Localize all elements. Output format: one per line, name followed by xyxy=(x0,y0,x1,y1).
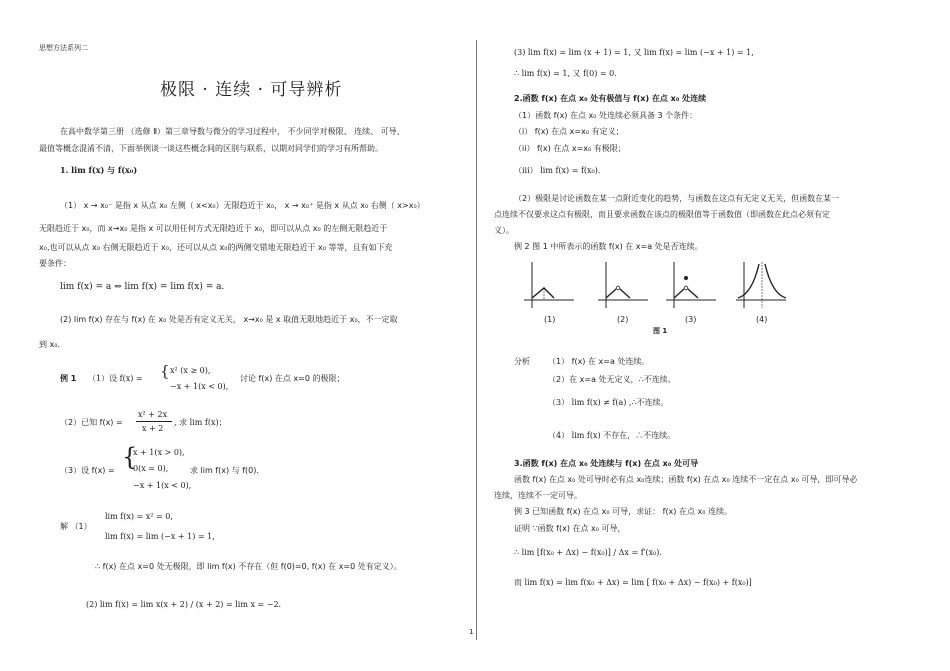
section-3-para-b: 连续，连续不一定可导。 xyxy=(494,491,582,500)
intro-line-2: 最值等概念混淆不清，下面举例谈一谈这些概念间的区别与联系，以期对同学们的学习有所帮助。 xyxy=(39,144,383,153)
para-1-line-c: x₀,也可以从点 x₀ 右侧无限趋近于 x₀，还可以从点 x₀的两侧交错地无限趋近于 x₀ 等等，且有如下充 xyxy=(39,243,393,252)
proof-line-2: ∴ lim [f(x₀ + Δx) − f(x₀)] / Δx = f′(x₀). xyxy=(514,548,662,557)
graph-3 xyxy=(660,258,720,314)
graph-2-label: (2) xyxy=(617,315,629,324)
condition-i: （i） f(x) 在点 x=x₀ 有定义； xyxy=(514,127,624,136)
graph-3-label: (3) xyxy=(685,315,697,324)
solution-label: 解 （1） xyxy=(60,522,92,531)
example-3: 例 3 已知函数 f(x) 在点 x₀ 可导，求证： f(x) 在点 x₀ 连续。 xyxy=(514,507,732,516)
analysis-label: 分析 xyxy=(514,357,530,366)
example-1-case-3a: x + 1(x > 0), xyxy=(133,448,185,457)
solution-2: (2) lim f(x) = lim x(x + 2) / (x + 2) = lim x = −2. xyxy=(86,600,282,609)
intro-line-1: 在高中数学第三册 （选修 Ⅱ）第三章导数与微分的学习过程中， 不少同学对极限、 连续、 可导、 xyxy=(60,127,405,136)
section-2-para-2-b: 点连续不仅要求这点有极限，而且要求函数在该点的极限值等于函数值（即函数在此点必须有定 xyxy=(494,210,830,219)
example-1-label: 例 1 xyxy=(60,374,77,383)
solution-1-line-a: lim f(x) = x² = 0, xyxy=(105,512,173,521)
example-1-part-1: （1）设 f(x) = xyxy=(88,374,143,383)
solution-1-line-c: ∴ f(x) 在点 x=0 处无极限，即 lim f(x) 不存在（但 f(0)=0, f(x) 在 x=0 处有定义）。 xyxy=(95,562,402,571)
solution-3-line-a: (3) lim f(x) = lim (x + 1) = 1, 又 lim f(x) = lim (−x + 1) = 1, xyxy=(514,48,754,57)
analysis-3: （3） lim f(x) ≠ f(a) ,∴不连续。 xyxy=(548,398,669,407)
para-2-line-a: (2) lim f(x) 存在与 f(x) 在 x₀ 处是否有定义无关， x→x₀ 是 x 取值无限地趋近于 x₀，不一定取 xyxy=(60,315,398,324)
para-1-line-b: 无限趋近于 x₀，而 x→x₀ 是指 x 可以用任何方式无限趋近于 x₀，即可以从点 x₀ 的左侧无限趋近于 xyxy=(39,224,388,233)
condition-iii: （iii） lim f(x) = f(x₀). xyxy=(514,166,601,175)
solution-1-line-b: lim f(x) = lim (−x + 1) = 1, xyxy=(105,532,215,541)
example-1-case-3b: 0(x = 0), xyxy=(133,464,169,473)
brace-1: { xyxy=(160,362,170,380)
example-1-case-2: −x + 1(x < 0), xyxy=(170,382,229,391)
page-number: 1 xyxy=(469,628,474,636)
fraction-bar xyxy=(136,421,172,422)
para-1-line-d: 要条件： xyxy=(39,259,71,268)
condition-ii: （ii） f(x) 在点 x=x₀ 有极限； xyxy=(514,144,626,153)
solution-3-line-b: ∴ lim f(x) = 1, 又 f(0) = 0. xyxy=(514,69,617,78)
graph-4 xyxy=(730,258,790,314)
series-header: 思想方法系列二 xyxy=(39,44,88,52)
para-2-line-b: 到 x₀. xyxy=(39,340,61,349)
section-2-para-2-c: 义）。 xyxy=(494,226,514,235)
example-1-part-3: （3）设 f(x) = xyxy=(60,466,115,475)
column-divider xyxy=(476,40,477,640)
section-2-heading: 2.函数 f(x) 在点 x₀ 处有极值与 f(x) 在点 x₀ 处连续 xyxy=(514,94,707,103)
example-2: 例 2 图 1 中所表示的函数 f(x) 在 x=a 处是否连续。 xyxy=(514,242,703,251)
graph-1 xyxy=(518,258,578,314)
section-2-para-1: （1）函数 f(x) 在点 x₀ 处连续必须具备 3 个条件： xyxy=(514,111,698,120)
graph-1-label: (1) xyxy=(544,315,556,324)
example-1-case-3c: −x + 1(x < 0), xyxy=(133,481,192,490)
section-2-para-2-a: （2）极限是讨论函数在某一点附近变化的趋势，与函数在这点有无定义无关，但函数在某一 xyxy=(514,194,840,203)
analysis-2: （2）在 x=a 处无定义，∴不连续。 xyxy=(548,375,676,384)
example-1-tail-2: , 求 lim f(x)； xyxy=(174,418,227,427)
section-3-heading: 3.函数 f(x) 在点 x₀ 处连续与 f(x) 在点 x₀ 处可导 xyxy=(514,459,699,468)
section-1-heading: 1. lim f(x) 与 f(x₀) xyxy=(60,165,138,175)
brace-3: { xyxy=(122,443,138,471)
para-1-line-a: （1） x → x₀⁻ 是指 x 从点 x₀ 左侧（ x<x₀）无限趋近于 x₀， x → x₀⁺ 是指 x 从点 x₀ 右侧（ x>x₀） xyxy=(60,201,425,210)
fraction-denominator: x + 2 xyxy=(142,424,164,433)
analysis-1: （1） f(x) 在 x=a 处连续。 xyxy=(548,357,650,366)
section-3-para-a: 函数 f(x) 在点 x₀ 处可导时必有点 x₀连续；函数 f(x) 在点 x₀ 连续不一定在点 x₀ 可导，即可导必 xyxy=(514,475,858,484)
fraction-numerator: x² + 2x xyxy=(138,410,168,419)
proof-line-1: 证明 ∵函数 f(x) 在点 x₀ 可导， xyxy=(514,524,626,533)
example-1-case-1: x² (x ≥ 0), xyxy=(170,366,211,375)
analysis-4: （4） lim f(x) 不存在，∴不连续。 xyxy=(548,431,676,440)
page-title: 极限 · 连续 · 可导辨析 xyxy=(160,80,343,100)
example-1-tail-3: 求 lim f(x) 与 f(0). xyxy=(190,466,259,475)
example-1-tail-1: 讨论 f(x) 在点 x=0 的极限； xyxy=(240,374,345,383)
graph-4-label: (4) xyxy=(756,315,768,324)
graph-2 xyxy=(592,258,652,314)
example-1-part-2: （2）已知 f(x) = xyxy=(60,418,123,427)
figure-caption: 图 1 xyxy=(653,327,668,335)
proof-line-3: 而 lim f(x) = lim f(x₀ + Δx) = lim [ f(x₀ + Δx) − f(x₀) + f(x₀)] xyxy=(514,578,752,587)
formula-limit-condition: lim f(x) = a ⇔ lim f(x) = lim f(x) = a. xyxy=(60,282,225,292)
